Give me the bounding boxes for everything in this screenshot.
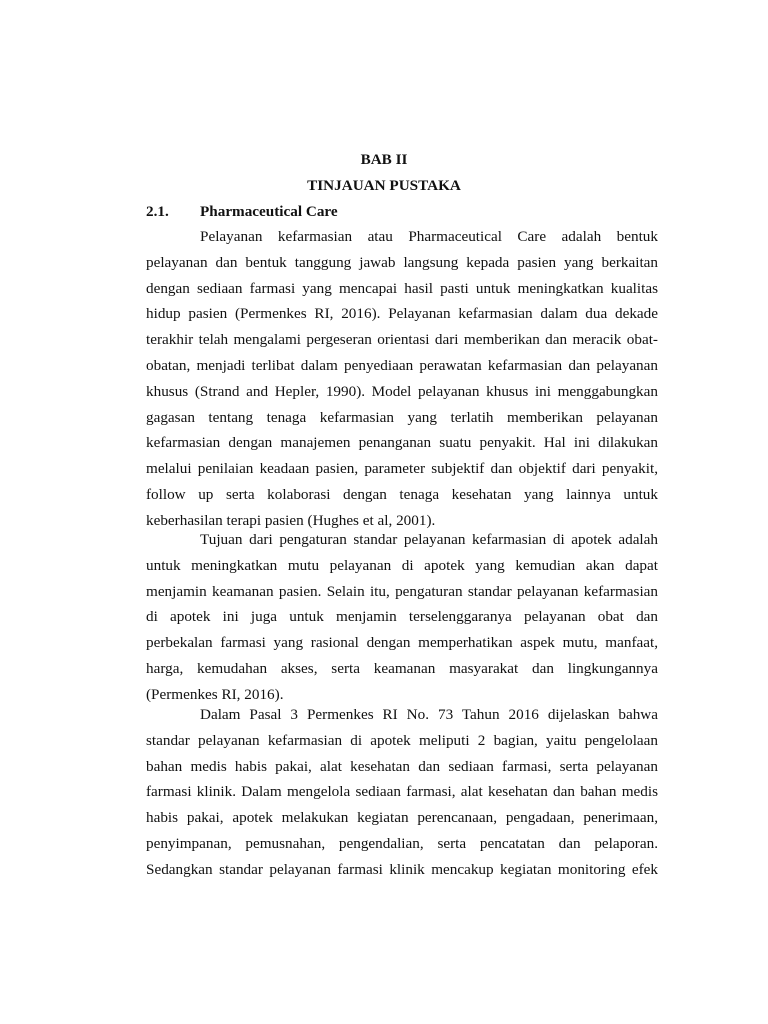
- text-line: Pelayanan kefarmasian atau Pharmaceutical Care adalah bentuk: [200, 228, 658, 245]
- text-line: pelayanan dan bentuk tanggung jawab langsung kepada pasien yang berkaitan: [146, 253, 658, 271]
- text-line: khusus (Strand and Hepler, 1990). Model pelayanan khusus ini menggabungkan: [146, 382, 658, 400]
- chapter-number: BAB II: [360, 151, 408, 168]
- text-line: gagasan tentang tenaga kefarmasian yang terlatih memberikan pelayanan: [146, 408, 658, 426]
- text-line: harga, kemudahan akses, serta keamanan masyarakat dan lingkungannya: [146, 659, 658, 677]
- text-line: dengan sediaan farmasi yang mencapai hasil pasti untuk meningkatkan kualitas: [146, 279, 658, 297]
- text-line: menjamin keamanan pasien. Selain itu, pengaturan standar pelayanan kefarmasian: [146, 582, 658, 600]
- text-line: untuk meningkatkan mutu pelayanan di apotek yang kemudian akan dapat: [146, 556, 658, 574]
- paragraph-pasal-3: [146, 702, 658, 883]
- text-line: melalui penilaian keadaan pasien, parameter subjektif dan objektif dari penyakit,: [146, 460, 658, 478]
- section-heading: [146, 202, 338, 222]
- paragraph-standard-goals: [146, 527, 658, 708]
- text-line: standar pelayanan kefarmasian di apotek meliputi 2 bagian, yaitu pengelolaan: [146, 731, 658, 749]
- chapter-title: TINJAUAN PUSTAKA: [307, 177, 461, 194]
- text-line: kefarmasian dengan manajemen penanganan suatu penyakit. Hal ini dilakukan: [146, 434, 658, 452]
- text-line: Sedangkan standar pelayanan farmasi klinik mencakup kegiatan monitoring efek: [146, 860, 658, 878]
- text-line: Tujuan dari pengaturan standar pelayanan kefarmasian di apotek adalah: [200, 531, 658, 548]
- text-line: di apotek ini juga untuk menjamin terselenggaranya pelayanan obat dan: [146, 608, 658, 626]
- section-number: 2.1.: [146, 203, 169, 220]
- text-line: Dalam Pasal 3 Permenkes RI No. 73 Tahun 2016 dijelaskan bahwa: [200, 706, 658, 723]
- text-line: penyimpanan, pemusnahan, pengendalian, serta pencatatan dan pelaporan.: [146, 834, 658, 852]
- text-line: farmasi klinik. Dalam mengelola sediaan farmasi, alat kesehatan dan bahan medis: [146, 783, 658, 801]
- section-title: Pharmaceutical Care: [200, 203, 338, 220]
- text-line: keberhasilan terapi pasien (Hughes et al, 2001).: [146, 511, 436, 529]
- text-line: (Permenkes RI, 2016).: [146, 685, 284, 703]
- text-line: perbekalan farmasi yang rasional dengan memperhatikan aspek mutu, manfaat,: [146, 634, 658, 652]
- text-line: follow up serta kolaborasi dengan tenaga kesehatan yang lainnya untuk: [146, 485, 658, 503]
- text-line: terakhir telah mengalami pergeseran orientasi dari memberikan dan meracik obat-: [146, 331, 658, 349]
- text-line: hidup pasien (Permenkes RI, 2016). Pelayanan kefarmasian dalam dua dekade: [146, 305, 658, 323]
- text-line: bahan medis habis pakai, alat kesehatan dan sediaan farmasi, serta pelayanan: [146, 757, 658, 775]
- text-line: obatan, menjadi terlibat dalam penyediaan perawatan kefarmasian dan pelayanan: [146, 356, 658, 374]
- paragraph-pharmaceutical-care: [146, 224, 658, 534]
- text-line: habis pakai, apotek melakukan kegiatan perencanaan, pengadaan, penerimaan,: [146, 809, 658, 827]
